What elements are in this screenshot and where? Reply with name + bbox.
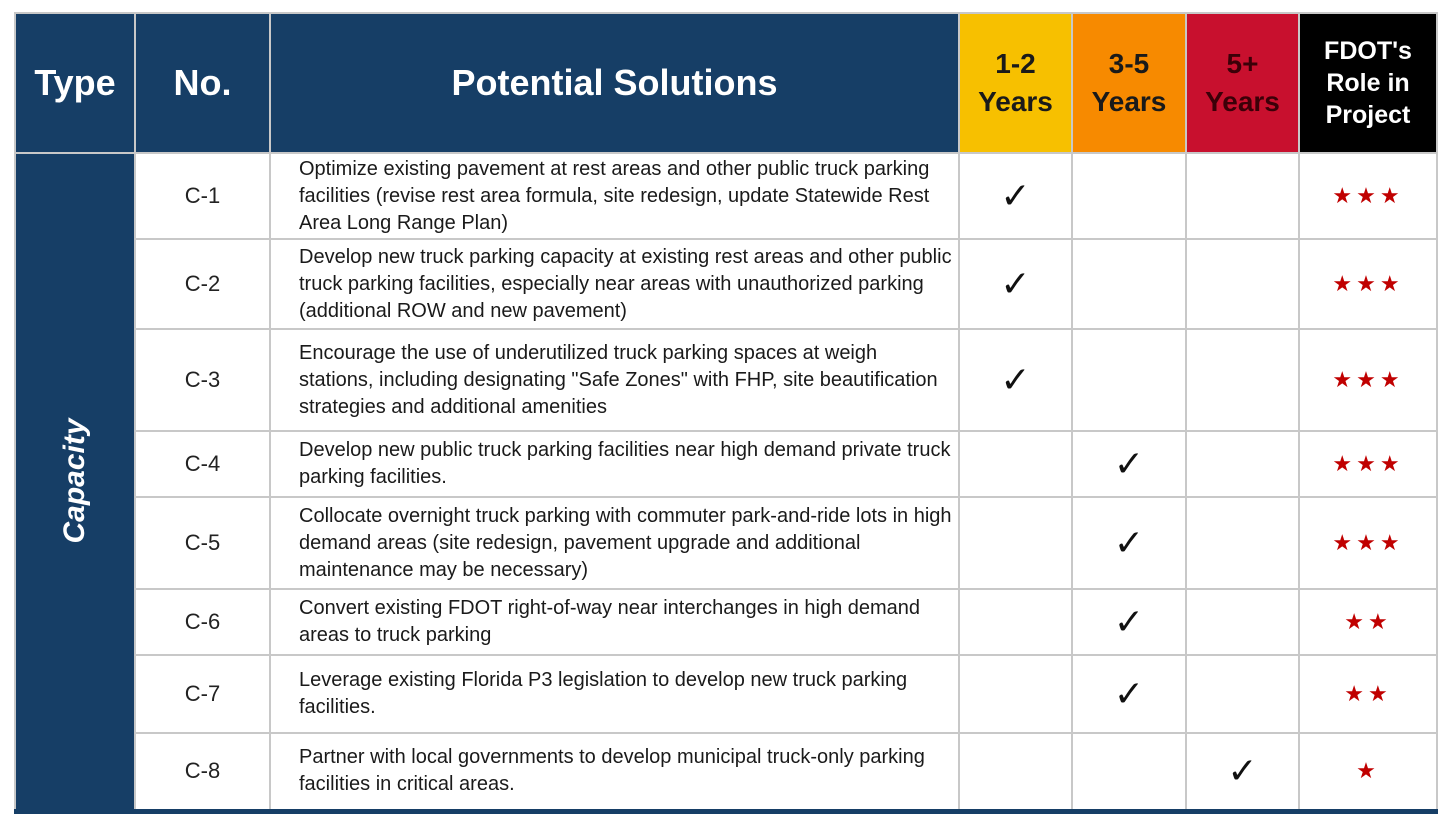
fdot-role-stars: ★★ xyxy=(1299,589,1437,655)
solution-text: Develop new truck parking capacity at existing rest areas and other public truck parking facilities, especially near areas with unauthorized parking (additional ROW and new pavement) xyxy=(270,239,959,329)
row-number: C-2 xyxy=(135,239,270,329)
row-number: C-4 xyxy=(135,431,270,497)
check-icon-5-plus-years xyxy=(1186,655,1299,733)
check-icon-5-plus-years xyxy=(1186,239,1299,329)
solutions-table-frame xyxy=(14,12,1436,812)
table-row xyxy=(15,733,1437,811)
check-icon-5-plus-years xyxy=(1186,431,1299,497)
header-no: No. xyxy=(135,13,270,153)
check-icon-5-plus-years: ✓ xyxy=(1186,733,1299,811)
solution-text: Collocate overnight truck parking with commuter park-and-ride lots in high demand areas (site redesign, pavement upgrade and additional maintenance may be necessary) xyxy=(270,497,959,589)
type-cell xyxy=(15,153,135,811)
row-number: C-6 xyxy=(135,589,270,655)
fdot-role-stars: ★★★ xyxy=(1299,239,1437,329)
fdot-role-stars: ★★★ xyxy=(1299,431,1437,497)
check-icon-3-5-years: ✓ xyxy=(1072,655,1186,733)
solution-text: Leverage existing Florida P3 legislation to develop new truck parking facilities. xyxy=(270,655,959,733)
fdot-role-stars: ★★ xyxy=(1299,655,1437,733)
solution-text: Encourage the use of underutilized truck parking spaces at weigh stations, including designating "Safe Zones" with FHP, site beautification strategies and additional amenities xyxy=(270,329,959,431)
table-row xyxy=(15,655,1437,733)
check-icon-3-5-years: ✓ xyxy=(1072,431,1186,497)
solution-text: Develop new public truck parking facilities near high demand private truck parking facilities. xyxy=(270,431,959,497)
check-icon-1-2-years: ✓ xyxy=(959,153,1072,239)
row-number: C-7 xyxy=(135,655,270,733)
table-row xyxy=(15,329,1437,431)
header-potential-solutions: Potential Solutions xyxy=(270,13,959,153)
check-icon-5-plus-years xyxy=(1186,329,1299,431)
row-number: C-3 xyxy=(135,329,270,431)
table-header-row xyxy=(15,13,1437,153)
header-5-plus-years: 5+ Years xyxy=(1186,13,1299,153)
table-row xyxy=(15,589,1437,655)
solution-text: Partner with local governments to develop municipal truck-only parking facilities in critical areas. xyxy=(270,733,959,811)
solution-text: Optimize existing pavement at rest areas and other public truck parking facilities (revise rest area formula, site redesign, update Statewide Rest Area Long Range Plan) xyxy=(270,153,959,239)
check-icon-1-2-years xyxy=(959,733,1072,811)
check-icon-3-5-years xyxy=(1072,153,1186,239)
check-icon-1-2-years: ✓ xyxy=(959,239,1072,329)
check-icon-5-plus-years xyxy=(1186,497,1299,589)
type-label: Capacity xyxy=(58,418,91,544)
check-icon-5-plus-years xyxy=(1186,589,1299,655)
row-number: C-5 xyxy=(135,497,270,589)
table-row xyxy=(15,153,1437,239)
check-icon-1-2-years xyxy=(959,589,1072,655)
table-row xyxy=(15,497,1437,589)
row-number: C-1 xyxy=(135,153,270,239)
header-3-5-years: 3-5 Years xyxy=(1072,13,1186,153)
fdot-role-stars: ★★★ xyxy=(1299,497,1437,589)
check-icon-1-2-years: ✓ xyxy=(959,329,1072,431)
potential-solutions-table xyxy=(14,12,1438,814)
header-1-2-years: 1-2 Years xyxy=(959,13,1072,153)
table-row xyxy=(15,239,1437,329)
check-icon-3-5-years xyxy=(1072,329,1186,431)
check-icon-3-5-years: ✓ xyxy=(1072,589,1186,655)
check-icon-3-5-years xyxy=(1072,239,1186,329)
header-type: Type xyxy=(15,13,135,153)
check-icon-3-5-years xyxy=(1072,733,1186,811)
fdot-role-stars: ★★★ xyxy=(1299,153,1437,239)
check-icon-3-5-years: ✓ xyxy=(1072,497,1186,589)
fdot-role-stars: ★★★ xyxy=(1299,329,1437,431)
header-fdot-role: FDOT's Role in Project xyxy=(1299,13,1437,153)
check-icon-1-2-years xyxy=(959,655,1072,733)
row-number: C-8 xyxy=(135,733,270,811)
solution-text: Convert existing FDOT right-of-way near interchanges in high demand areas to truck parking xyxy=(270,589,959,655)
check-icon-5-plus-years xyxy=(1186,153,1299,239)
check-icon-1-2-years xyxy=(959,431,1072,497)
fdot-role-stars: ★ xyxy=(1299,733,1437,811)
check-icon-1-2-years xyxy=(959,497,1072,589)
table-row xyxy=(15,431,1437,497)
